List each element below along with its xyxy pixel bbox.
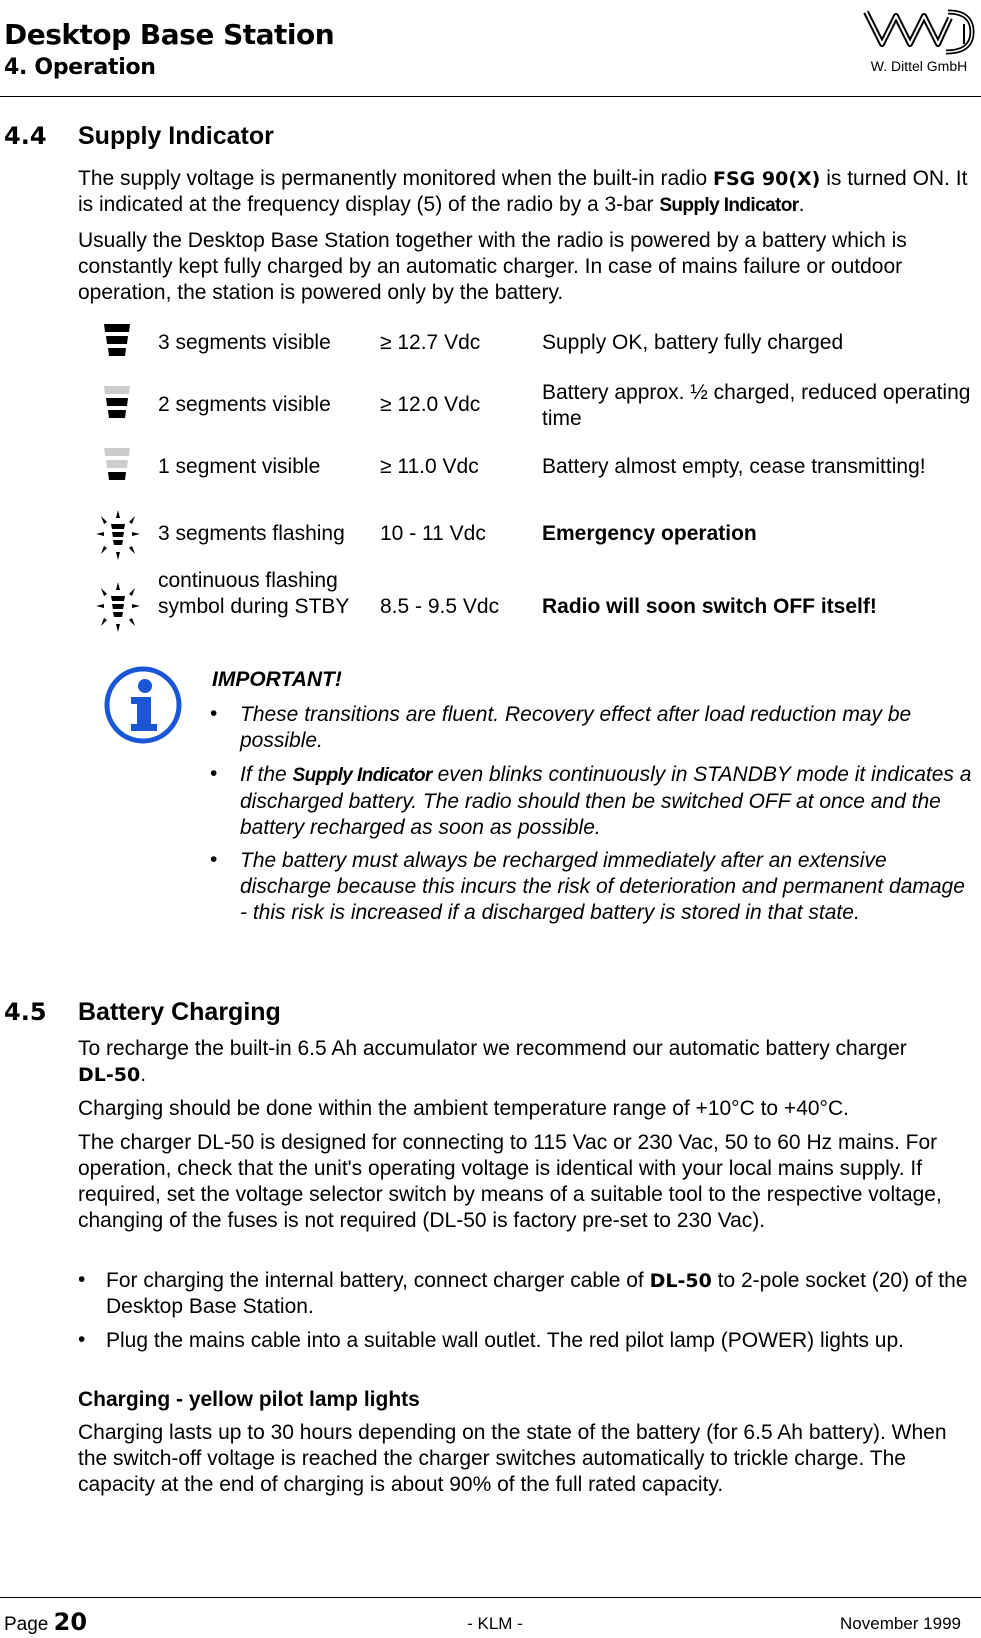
table-row-meaning: Supply OK, battery fully charged (542, 331, 844, 354)
paragraph: The charger DL-50 is designed for connecting to 115 Vac or 230 Vac, 50 to 60 Hz mains. For operation, check that the unit's operating voltage is identical with your local mains supply. If required, set the voltage selector switch by means of a suitable tool to the respective voltage, changing of the fuses is not required (DL-50 is factory pre-set to 230 Vac). (78, 1131, 942, 1232)
battery-2-segments-icon (98, 382, 138, 430)
footer-divider (0, 1597, 981, 1598)
table-row-voltage: 10 - 11 Vdc (380, 522, 486, 545)
section-number: 4.5 (4, 998, 47, 1026)
footer-date: November 1999 (840, 1614, 961, 1633)
important-item: If the Supply Indicator even blinks continuously in STANDBY mode it indicates a discharged battery. The radio should then be switched OFF at once and the battery recharged as soon as possible. (240, 763, 972, 839)
paragraph: To recharge the built-in 6.5 Ah accumulator we recommend our automatic battery charger DL-50. (78, 1037, 907, 1086)
important-item: The battery must always be recharged immediately after an extensive discharge because this incurs the risk of deterioration and permanent damage - this risk is increased if a discharged battery is stored in that state. (240, 849, 965, 924)
battery-1-segment-icon (98, 444, 138, 492)
document-title: Desktop Base Station (4, 18, 335, 51)
subheading: Charging - yellow pilot lamp lights (78, 1388, 420, 1411)
table-row-voltage: ≥ 12.7 Vdc (380, 331, 481, 354)
bullet: • (210, 848, 218, 871)
section-title: Supply Indicator (78, 122, 274, 150)
list-item: For charging the internal battery, connect charger cable of DL-50 to 2-pole socket (20) of the Desktop Base Station. (106, 1269, 968, 1318)
chapter-title: 4. Operation (4, 55, 156, 80)
paragraph: Usually the Desktop Base Station together with the radio is powered by a battery which is constantly kept fully charged by an automatic charger. In case of mains failure or outdoor operation, the station is powered only by the battery. (78, 229, 907, 304)
info-icon (104, 666, 182, 744)
battery-flashing-icon (94, 508, 142, 562)
list-item: Plug the mains cable into a suitable wall outlet. The red pilot lamp (POWER) lights up. (106, 1329, 904, 1352)
bullet: • (78, 1268, 86, 1291)
table-row-segments: continuous flashing symbol during STBY (158, 569, 350, 618)
table-row-voltage: ≥ 11.0 Vdc (380, 455, 479, 478)
table-row-meaning: Emergency operation (542, 522, 757, 545)
company-name: W. Dittel GmbH (870, 58, 968, 74)
table-row-segments: 2 segments visible (158, 393, 331, 416)
paragraph: Charging should be done within the ambient temperature range of +10°C to +40°C. (78, 1097, 849, 1120)
bullet: • (210, 762, 218, 785)
page-number: Page 20 (4, 1608, 88, 1636)
table-row-voltage: 8.5 - 9.5 Vdc (380, 595, 500, 618)
table-row-meaning: Battery almost empty, cease transmitting! (542, 455, 926, 478)
bullet: • (210, 702, 218, 725)
footer-center: - KLM - (467, 1614, 523, 1633)
battery-flashing-icon (94, 580, 142, 634)
table-row-meaning: Battery approx. ½ charged, reduced operating time (542, 381, 971, 430)
paragraph: The supply voltage is permanently monitored when the built-in radio FSG 90(X) is turned ON. It is indicated at the frequency display (5) of the radio by a 3-bar Supply Indicator. (78, 167, 968, 216)
section-title: Battery Charging (78, 998, 281, 1026)
section-number: 4.4 (4, 122, 47, 150)
table-row-segments: 3 segments flashing (158, 522, 345, 545)
table-row-segments: 1 segment visible (158, 455, 321, 478)
important-item: These transitions are fluent. Recovery effect after load reduction may be possible. (240, 703, 912, 752)
table-row-segments: 3 segments visible (158, 331, 331, 354)
paragraph: Charging lasts up to 30 hours depending on the state of the battery (for 6.5 Ah battery). When the switch-off voltage is reached the charger switches automatically to trickle charge. The capacity at the end of charging is about 90% of the full rated capacity. (78, 1421, 947, 1496)
table-row-meaning: Radio will soon switch OFF itself! (542, 595, 877, 618)
important-heading: IMPORTANT! (212, 668, 342, 691)
bullet: • (78, 1328, 86, 1351)
table-row-voltage: ≥ 12.0 Vdc (380, 393, 481, 416)
battery-3-segments-icon (98, 320, 138, 368)
header-divider (0, 96, 981, 97)
